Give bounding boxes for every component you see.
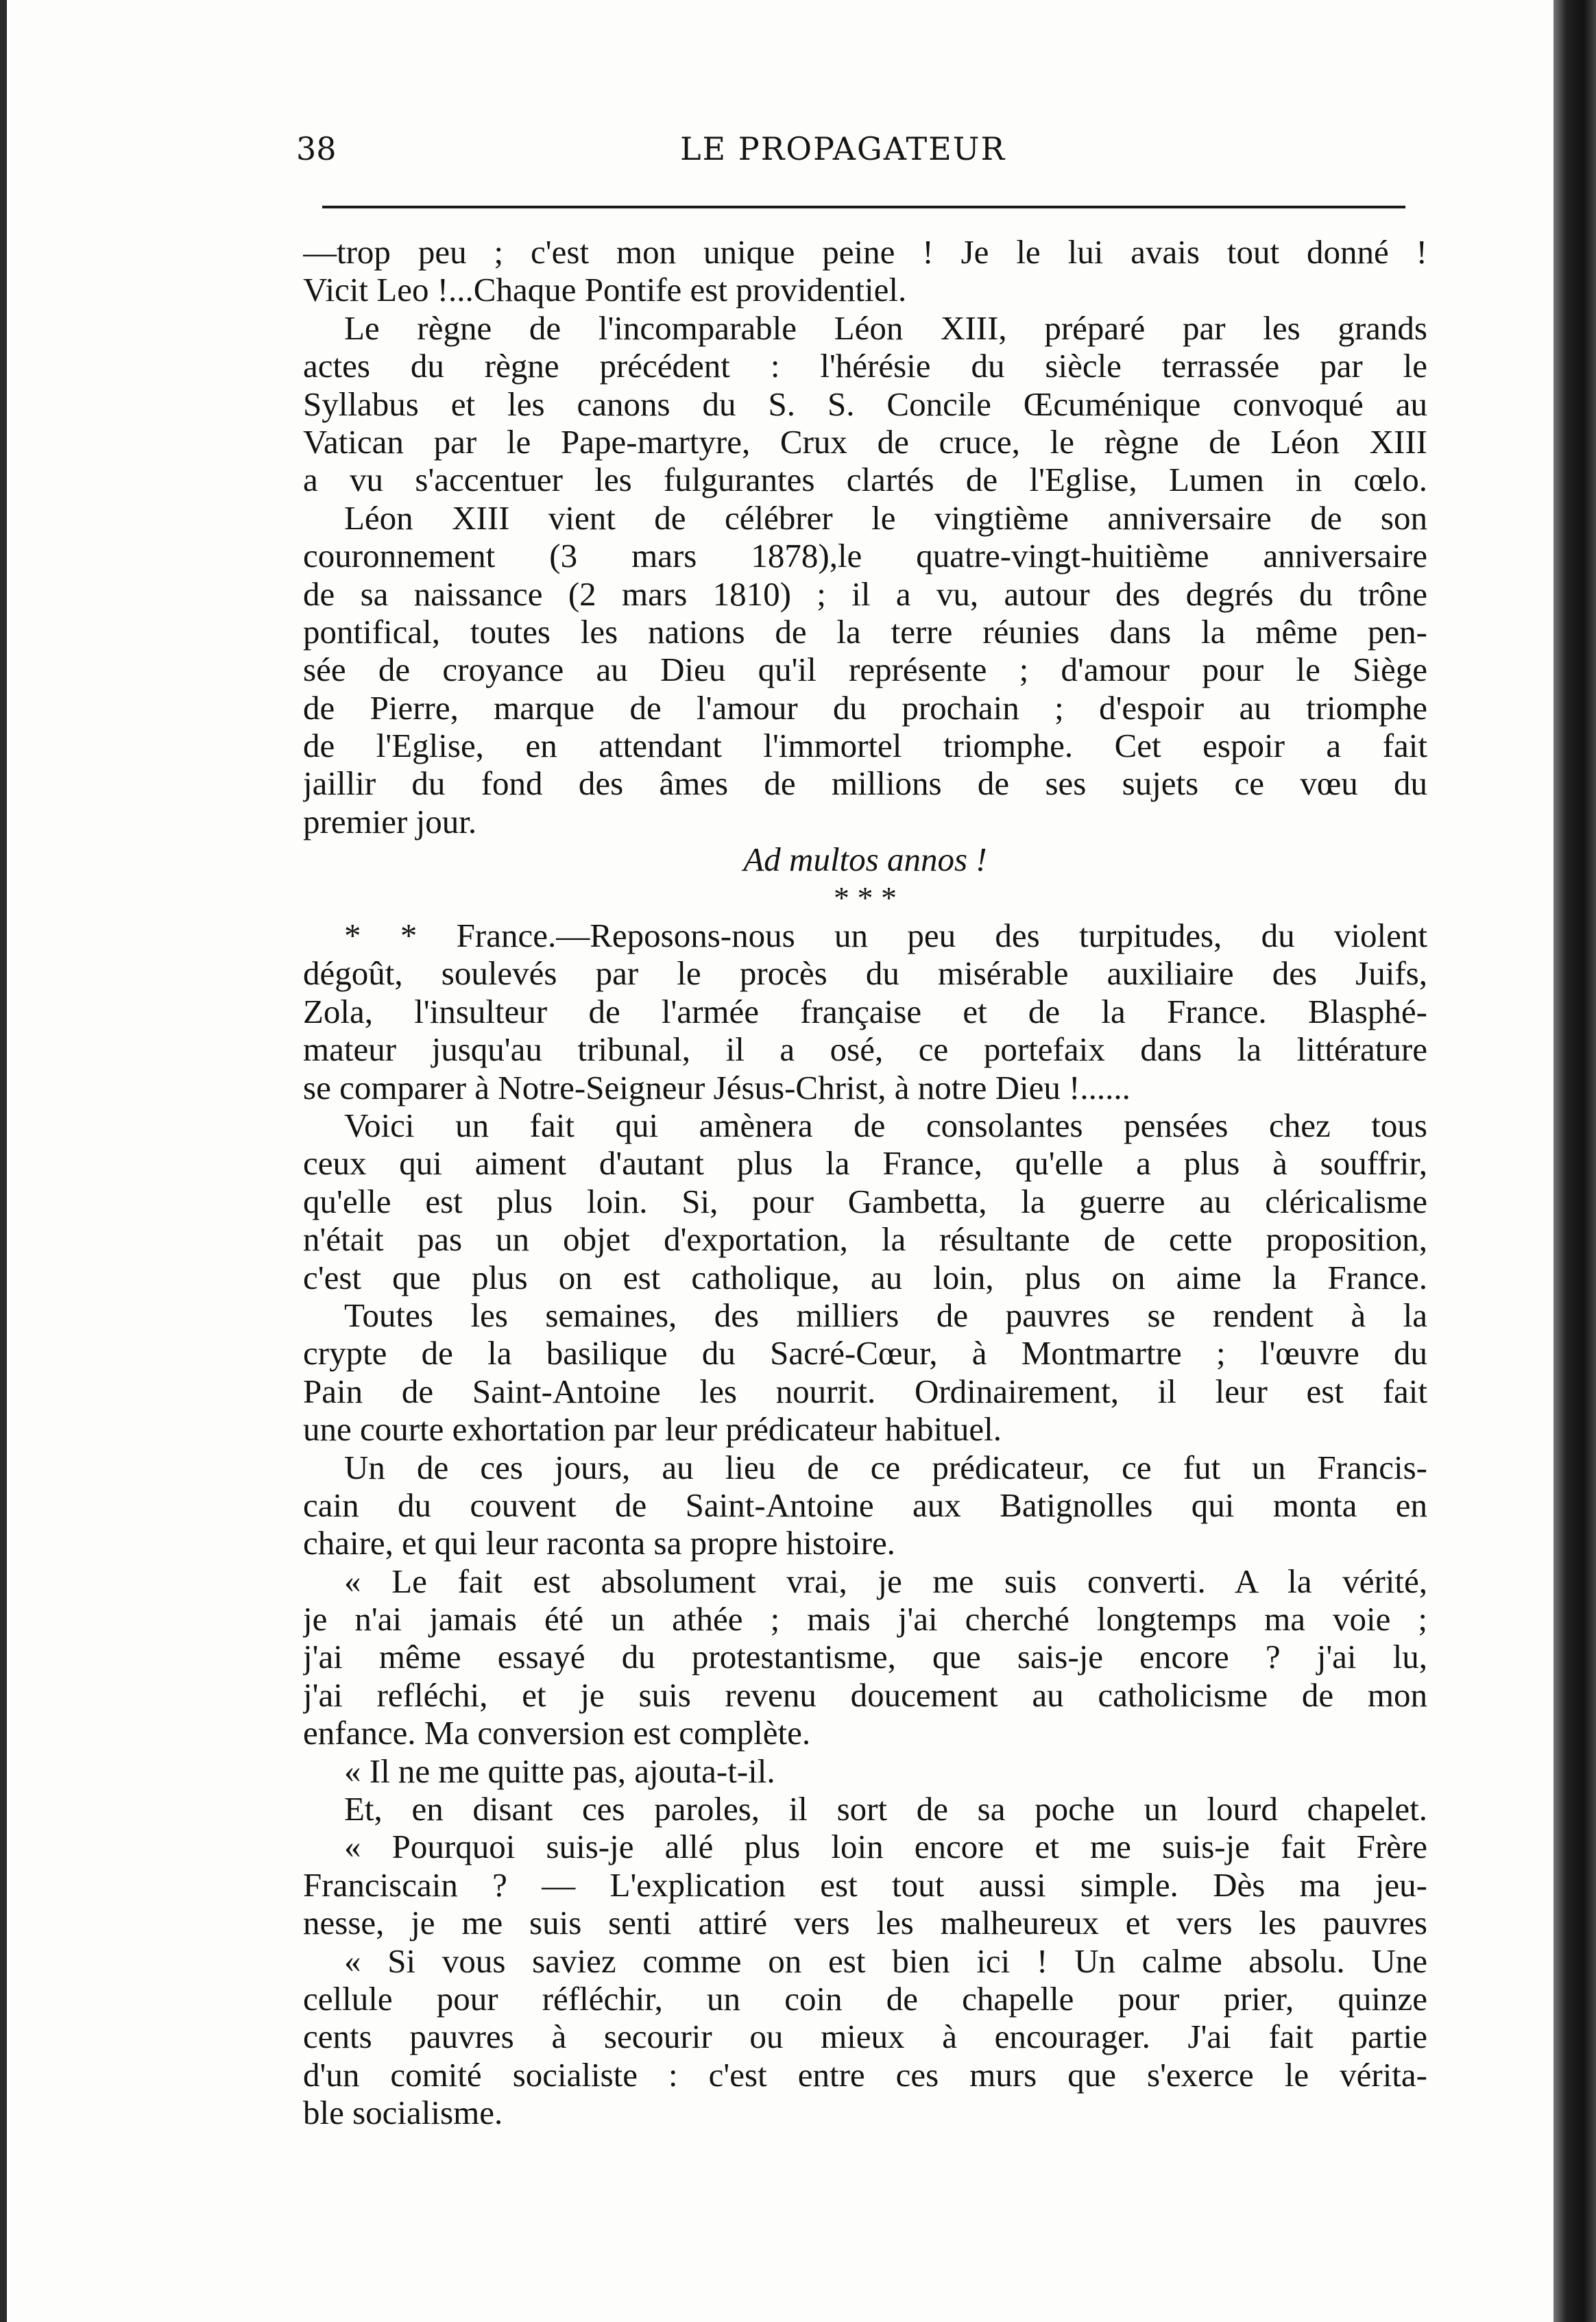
text-line: « Pourquoi suis-je allé plus loin encore et me suis-je fait Frère	[344, 1828, 1427, 1866]
page-number: 38	[296, 130, 337, 167]
text-line: se comparer à Notre-Seigneur Jésus-Christ, à notre Dieu !......	[303, 1068, 1130, 1106]
text-line: actes du règne précédent : l'hérésie du siècle terrassée par le	[303, 347, 1427, 385]
text-line: une courte exhortation par leur prédicateur habituel.	[303, 1410, 1002, 1449]
text-line: crypte de la basilique du Sacré-Cœur, à Montmartre ; l'œuvre du	[303, 1334, 1427, 1372]
text-line: qu'elle est plus loin. Si, pour Gambetta, la guerre au cléricalisme	[303, 1182, 1427, 1220]
text-line: de Pierre, marque de l'amour du prochain ; d'espoir au triomphe	[303, 688, 1427, 727]
text-line: premier jour.	[303, 802, 477, 840]
text-line: Un de ces jours, au lieu de ce prédicateur, ce fut un Francis-	[344, 1448, 1427, 1486]
text-line: cain du couvent de Saint-Antoine aux Batignolles qui monta en	[303, 1486, 1427, 1524]
text-line: a vu s'accentuer les fulgurantes clartés de l'Eglise, Lumen in cœlo.	[303, 461, 1427, 499]
text-line: Et, en disant ces paroles, il sort de sa poche un lourd chapelet.	[344, 1790, 1427, 1828]
text-line: ble socialisme.	[303, 2094, 503, 2132]
text-line: sée de croyance au Dieu qu'il représente ; d'amour pour le Siège	[303, 651, 1427, 689]
section-heading-line: * * France.—Reposons-nous un peu des turpitudes, du violent	[344, 917, 1427, 955]
header-rule	[322, 206, 1405, 208]
text-line: cellule pour réfléchir, un coin de chapelle pour prier, quinze	[303, 1979, 1427, 2018]
text-line: Léon XIII vient de célébrer le vingtième anniversaire de son	[344, 498, 1427, 537]
section-asterism: * * *	[834, 880, 897, 915]
text-line: Vatican par le Pape-martyre, Crux de cruce, le règne de Léon XIII	[303, 422, 1427, 461]
text-line: cents pauvres à secourir ou mieux à encourager. J'ai fait partie	[303, 2018, 1427, 2056]
text-line: couronnement (3 mars 1878),le quatre-vingt-huitième anniversaire	[303, 537, 1427, 575]
text-line: d'un comité socialiste : c'est entre ces murs que s'exerce le vérita-	[303, 2055, 1427, 2094]
text-line: dégoût, soulevés par le procès du misérable auxiliaire des Juifs,	[303, 954, 1427, 993]
text-line: Voici un fait qui amènera de consolantes pensées chez tous	[344, 1106, 1427, 1144]
text-line: Zola, l'insulteur de l'armée française et de la France. Blasphé-	[303, 992, 1427, 1030]
text-line: Toutes les semaines, des milliers de pauvres se rendent à la	[344, 1296, 1427, 1334]
text-line: c'est que plus on est catholique, au loin, plus on aime la France.	[303, 1258, 1427, 1296]
text-line: enfance. Ma conversion est complète.	[303, 1714, 811, 1752]
text-line: de l'Eglise, en attendant l'immortel triomphe. Cet espoir a fait	[303, 727, 1427, 765]
text-line: Syllabus et les canons du S. S. Concile Œcuménique convoqué au	[303, 385, 1427, 423]
text-line: Vicit Leo !...Chaque Pontife est providentiel.	[303, 271, 907, 309]
text-line: n'était pas un objet d'exportation, la résultante de cette proposition,	[303, 1220, 1427, 1259]
text-line: j'ai refléchi, et je suis revenu doucement au catholicisme de mon	[303, 1676, 1427, 1714]
running-header	[296, 130, 1427, 178]
text-line: pontifical, toutes les nations de la terre réunies dans la même pen-	[303, 612, 1427, 651]
text-line: « Le fait est absolument vrai, je me suis converti. A la vérité,	[344, 1562, 1427, 1600]
text-line: « Il ne me quitte pas, ajouta-t-il.	[344, 1752, 775, 1790]
text-line: Franciscain ? — L'explication est tout aussi simple. Dès ma jeu-	[303, 1865, 1427, 1904]
text-line: nesse, je me suis senti attiré vers les malheureux et vers les pauvres	[303, 1904, 1427, 1942]
text-line: —trop peu ; c'est mon unique peine ! Je le lui avais tout donné !	[303, 233, 1427, 271]
text-line: Le règne de l'incomparable Léon XIII, préparé par les grands	[344, 309, 1427, 347]
text-line: mateur jusqu'au tribunal, il a osé, ce portefaix dans la littérature	[303, 1030, 1427, 1069]
right-page-edge-shadow	[1553, 0, 1596, 2322]
text-line: « Si vous saviez comme on est bien ici ! Un calme absolu. Une	[344, 1942, 1427, 1980]
text-line: ceux qui aiment d'autant plus la France, qu'elle a plus à souffrir,	[303, 1144, 1427, 1183]
text-line: jaillir du fond des âmes de millions de ses sujets ce vœu du	[303, 764, 1427, 803]
text-line: Pain de Saint-Antoine les nourrit. Ordinairement, il leur est fait	[303, 1372, 1427, 1410]
closing-latin-phrase: Ad multos annos !	[743, 840, 987, 879]
text-line: de sa naissance (2 mars 1810) ; il a vu, autour des degrés du trône	[303, 575, 1427, 613]
running-title: LE PROPAGATEUR	[680, 130, 1006, 167]
text-line: chaire, et qui leur raconta sa propre histoire.	[303, 1524, 895, 1562]
article-body	[303, 233, 1427, 2132]
text-line: j'ai même essayé du protestantisme, que sais-je encore ? j'ai lu,	[303, 1638, 1427, 1676]
text-line: je n'ai jamais été un athée ; mais j'ai cherché longtemps ma voie ;	[303, 1600, 1427, 1638]
left-page-edge-shadow	[0, 0, 7, 2322]
